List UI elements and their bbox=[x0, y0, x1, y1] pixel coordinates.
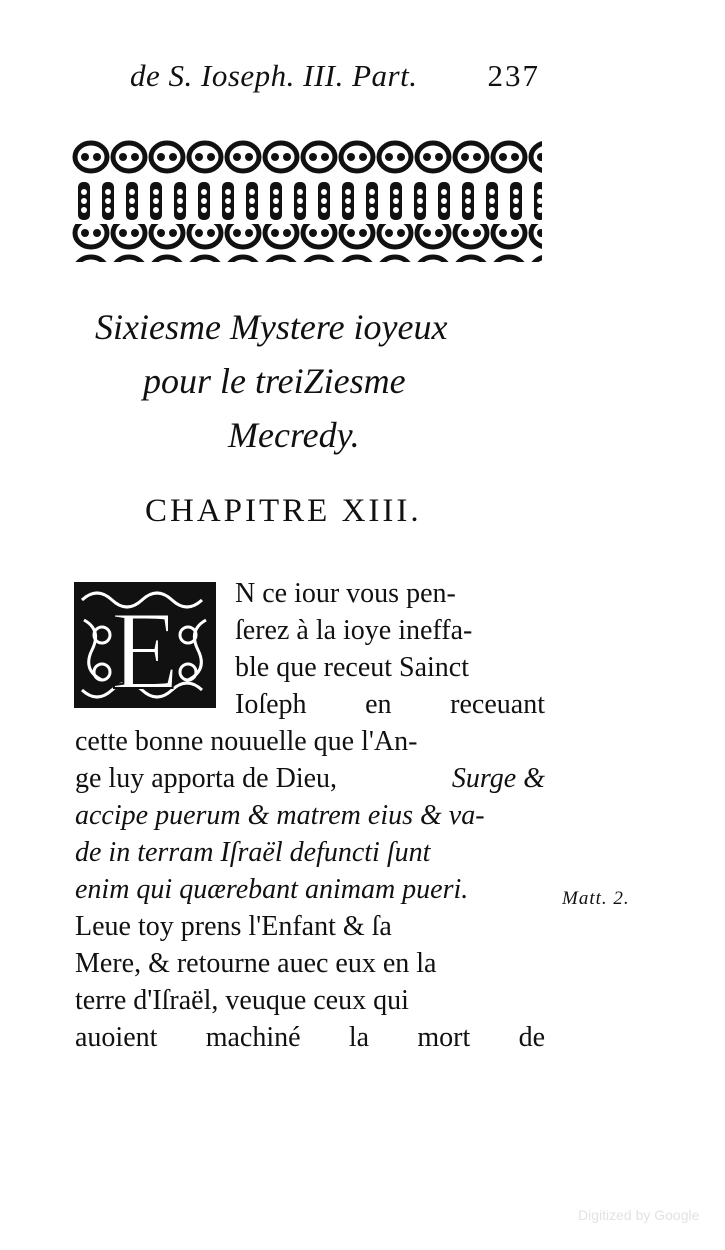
text-line: ble que receut Sainct bbox=[235, 652, 470, 683]
margin-note: Matt. 2. bbox=[562, 888, 630, 909]
page-number: 237 bbox=[487, 58, 540, 93]
text-line: ſerez à la ioye ineffa- bbox=[235, 615, 473, 646]
text-line: N ce iour vous pen- bbox=[235, 578, 456, 609]
chapter-title: CHAPITRE XIII. bbox=[145, 493, 422, 529]
text-line: de in terram Iſraël defuncti ſunt bbox=[75, 837, 431, 868]
ornamental-headpiece bbox=[72, 138, 542, 263]
text-line: auoient machiné la mort de bbox=[75, 1022, 545, 1053]
running-head bbox=[130, 58, 540, 98]
text-line: enim qui quærebant animam pueri. bbox=[75, 874, 469, 905]
text-line: accipe puerum & matrem eius & va- bbox=[75, 800, 485, 831]
text-line: ge luy apporta de Dieu, Surge & bbox=[75, 763, 545, 794]
watermark: Digitized by Google bbox=[578, 1207, 700, 1223]
text-line: Mere, & retourne auec eux en la bbox=[75, 948, 437, 979]
text-line: cette bonne nouuelle que l'An- bbox=[75, 726, 418, 757]
running-head-title: de S. Ioseph. III. Part. bbox=[130, 58, 418, 93]
heading-line-1: Sixiesme Mystere ioyeux bbox=[95, 307, 448, 347]
heading-line-2: pour le treiZiesme bbox=[143, 361, 406, 401]
decorated-initial bbox=[72, 580, 218, 710]
text-line: terre d'Iſraël, veuque ceux qui bbox=[75, 985, 409, 1016]
text-line: Leue toy prens l'Enfant & ſa bbox=[75, 911, 392, 942]
text-line: Ioſeph en receuant bbox=[235, 689, 545, 720]
drop-cap-letter: E bbox=[110, 589, 180, 710]
heading-line-3: Mecredy. bbox=[228, 415, 360, 455]
